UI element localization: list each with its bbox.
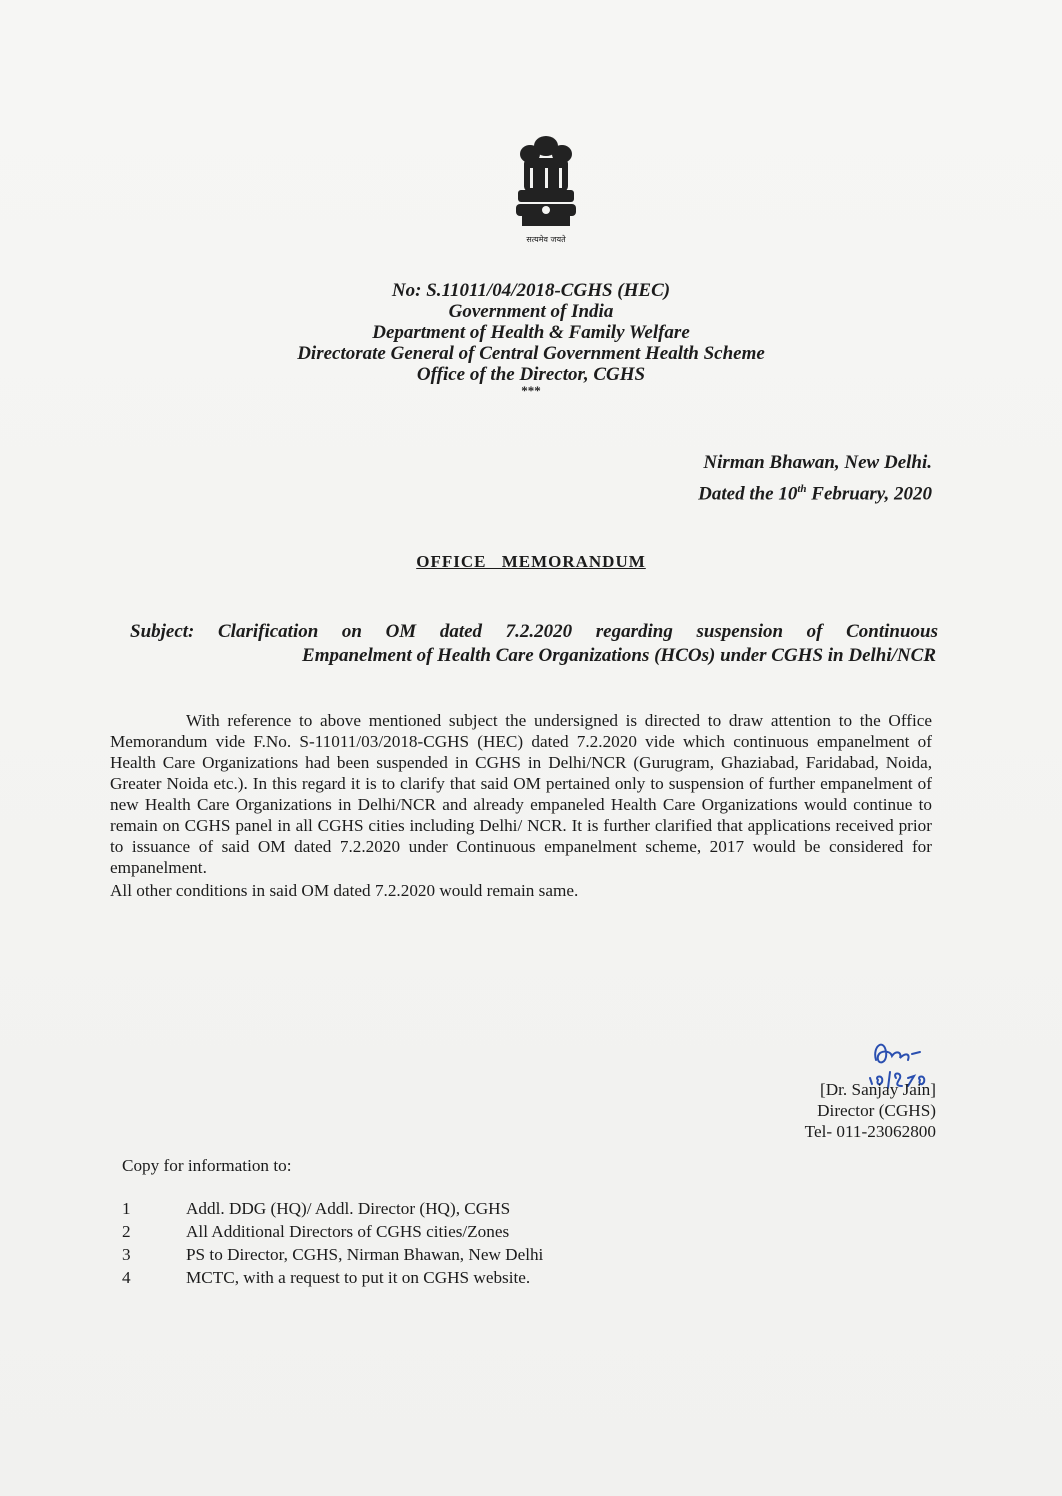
copy-heading: Copy for information to: [122,1156,292,1175]
distribution-list [122,1197,822,1289]
memo-title: OFFICE MEMORANDUM [416,552,646,571]
subject-line-2: Empanelment of Health Care Organizations (HCOs) under CGHS in Delhi/NCR [302,645,936,666]
place-date [698,450,932,507]
list-item: 4 MCTC, with a request to put it on CGHS website. [122,1268,531,1287]
signatory-telephone: Tel- 011-23062800 [804,1122,936,1141]
emblem-motto: सत्यमेव जयते [526,235,566,244]
signature-block [805,1079,936,1142]
list-item: 2 All Additional Directors of CGHS cities/Zones [122,1222,510,1241]
header-separator: *** [521,383,541,398]
department-name: Department of Health & Family Welfare [372,322,690,343]
date: Dated the 10th February, 2020 [698,483,932,505]
office-name: Office of the Director, CGHS [416,364,646,385]
national-emblem-icon [508,132,584,248]
place: Nirman Bhawan, New Delhi. [703,452,932,473]
list-item: 3 PS to Director, CGHS, Nirman Bhawan, New Delhi [122,1245,544,1264]
file-number: No: S.11011/04/2018-CGHS (HEC) [391,280,671,301]
signatory-name: [Dr. Sanjay Jain] [820,1080,936,1099]
list-item: 1 Addl. DDG (HQ)/ Addl. Director (HQ), CGHS [122,1199,511,1218]
closing-line: All other conditions in said OM dated 7.2.2020 would remain same. [110,881,579,900]
letter-header [0,280,1062,397]
subject-line-1: Subject: Clarification on OM dated 7.2.2020 regarding suspension of Continuous [130,621,938,642]
signatory-designation: Director (CGHS) [817,1101,936,1120]
directorate-name: Directorate General of Central Government Health Scheme [297,343,765,364]
body-paragraph: With reference to above mentioned subject the undersigned is directed to draw attention to the Office Memorandum vide F.No. S-11011/03/2018-CGHS (HEC) dated 7.2.2020 vide which continuous empanelment of Health Care Organizations had been suspended in CGHS in Delhi/NCR (Gurugram, Ghaziabad, Faridabad, Noida, Greater Noida etc.). In this regard it is to clarify that said OM pertained only to suspension of further empanelment of new Health Care Organizations in Delhi/NCR and already empaneled Health Care Organizations would continue to remain on CGHS panel in all CGHS cities including Delhi/ NCR. It is further clarified that applications received prior to issuance of said OM dated 7.2.2020 under Continuous empanelment scheme, 2017 would be considered for empanelment. [110,711,932,877]
memo-body [110,710,932,901]
government-name: Government of India [448,301,614,322]
subject [130,620,938,668]
